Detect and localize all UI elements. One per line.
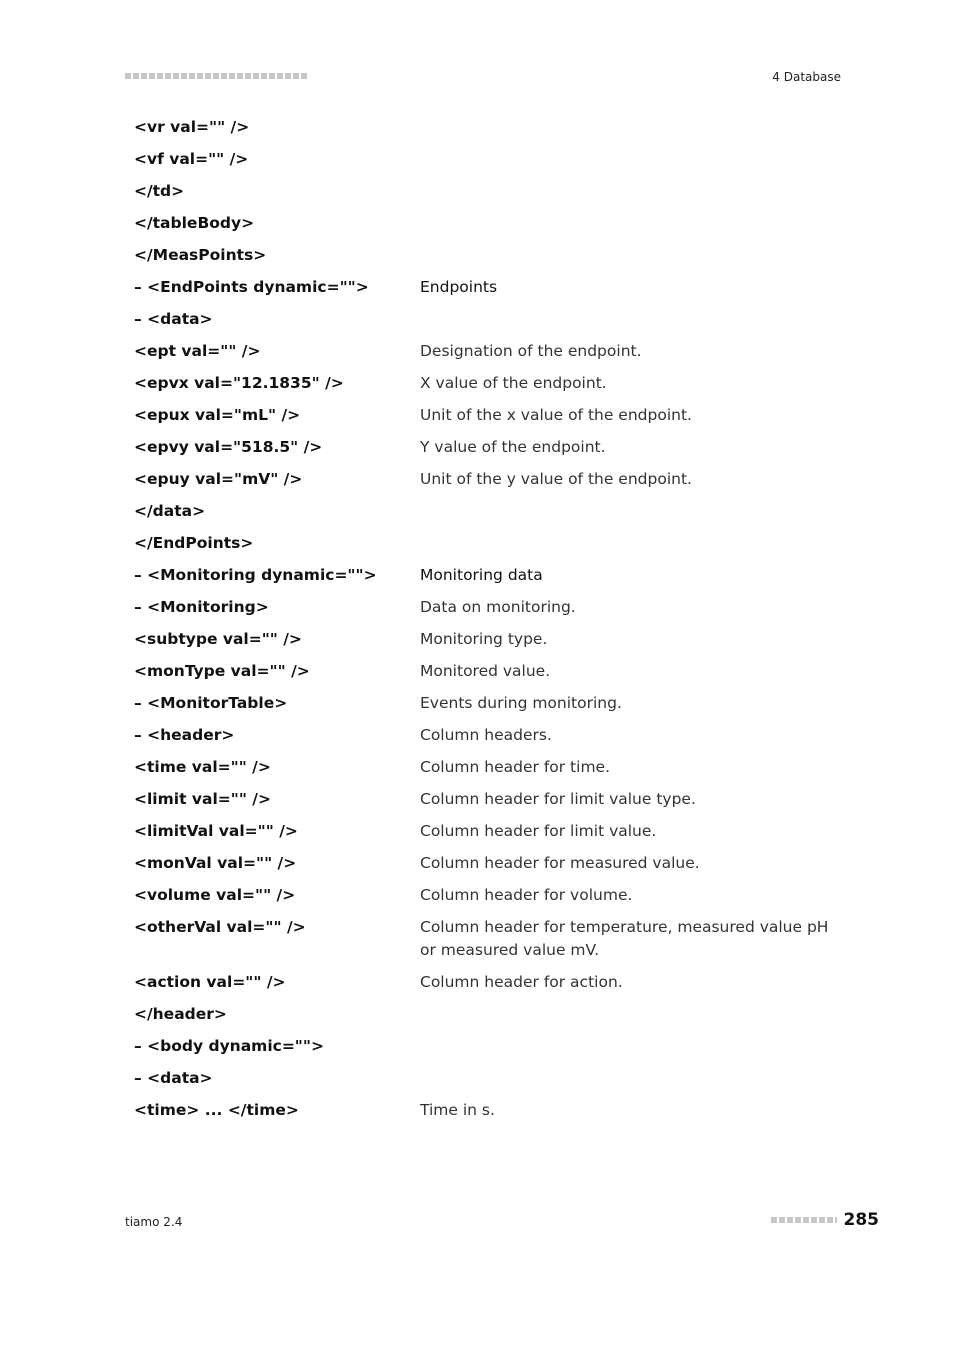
tag-description: Column header for limit value type. (420, 790, 696, 808)
xml-tag: <otherVal val="" /> (134, 918, 306, 936)
table-row (134, 564, 834, 596)
table-row (134, 916, 834, 971)
tag-description: Data on monitoring. (420, 598, 576, 616)
tag-description: Unit of the y value of the endpoint. (420, 470, 692, 488)
table-row (134, 148, 834, 180)
tag-description: Monitoring type. (420, 630, 548, 648)
tag-description: Column header for action. (420, 973, 623, 991)
header-dot-rule (125, 73, 307, 79)
table-row (134, 372, 834, 404)
xml-tag: <vr val="" /> (134, 118, 250, 136)
tag-description: Designation of the endpoint. (420, 342, 642, 360)
xml-tag: <epux val="mL" /> (134, 406, 301, 424)
table-row (134, 500, 834, 532)
table-row (134, 628, 834, 660)
tag-description: Endpoints (420, 278, 498, 296)
xml-tag: <limitVal val="" /> (134, 822, 298, 840)
tag-description: Time in s. (420, 1101, 495, 1119)
tag-description: Column header for measured value. (420, 854, 700, 872)
section-label: 4 Database (772, 70, 841, 84)
tag-description: Column header for temperature, measured value pH or measured value mV. (420, 918, 829, 959)
page-number: 285 (843, 1210, 879, 1230)
table-row (134, 1099, 834, 1131)
xml-tag: </header> (134, 1005, 227, 1023)
table-row (134, 1067, 834, 1099)
table-row (134, 788, 834, 820)
xml-tag: </MeasPoints> (134, 246, 267, 264)
xml-tag: <limit val="" /> (134, 790, 271, 808)
xml-tag: <epvx val="12.1835" /> (134, 374, 344, 392)
table-row (134, 660, 834, 692)
table-row (134, 596, 834, 628)
table-row (134, 852, 834, 884)
table-row (134, 884, 834, 916)
footer-dot-rule (771, 1217, 837, 1223)
xml-tag: – <Monitoring> (134, 598, 269, 616)
xml-tag: <volume val="" /> (134, 886, 296, 904)
table-row (134, 276, 834, 308)
xml-tag: – <body dynamic=""> (134, 1037, 324, 1055)
tag-description: Column header for volume. (420, 886, 633, 904)
page-header (125, 66, 841, 90)
table-row (134, 1035, 834, 1067)
page-footer (125, 1210, 879, 1236)
tag-description: Column header for limit value. (420, 822, 657, 840)
xml-tag: <subtype val="" /> (134, 630, 302, 648)
xml-tag: <time val="" /> (134, 758, 271, 776)
xml-tag: </EndPoints> (134, 534, 254, 552)
table-row (134, 971, 834, 1003)
table-row (134, 724, 834, 756)
table-row (134, 212, 834, 244)
xml-tag: – <header> (134, 726, 235, 744)
table-row (134, 340, 834, 372)
table-row (134, 436, 834, 468)
table-row (134, 756, 834, 788)
xml-tag: <time> ... </time> (134, 1101, 299, 1119)
xml-tag: – <Monitoring dynamic=""> (134, 566, 377, 584)
tag-description: Events during monitoring. (420, 694, 622, 712)
tag-description: Monitored value. (420, 662, 551, 680)
page-number-block (771, 1210, 880, 1230)
tag-description: X value of the endpoint. (420, 374, 607, 392)
table-row (134, 404, 834, 436)
tag-description: Monitoring data (420, 566, 543, 584)
tag-description: Y value of the endpoint. (420, 438, 606, 456)
tag-description: Column headers. (420, 726, 552, 744)
xml-tag: – <EndPoints dynamic=""> (134, 278, 369, 296)
xml-tag: </tableBody> (134, 214, 255, 232)
xml-tag: – <data> (134, 310, 213, 328)
tag-description: Column header for time. (420, 758, 611, 776)
tag-description: Unit of the x value of the endpoint. (420, 406, 692, 424)
table-row (134, 1003, 834, 1035)
xml-tag: </td> (134, 182, 185, 200)
table-row (134, 532, 834, 564)
xml-tag: <ept val="" /> (134, 342, 261, 360)
xml-tag: <epvy val="518.5" /> (134, 438, 323, 456)
table-row (134, 468, 834, 500)
xml-tag: – <MonitorTable> (134, 694, 288, 712)
table-row (134, 180, 834, 212)
xml-tag: <monVal val="" /> (134, 854, 297, 872)
xml-tag: <epuy val="mV" /> (134, 470, 303, 488)
xml-tag: <monType val="" /> (134, 662, 310, 680)
table-row (134, 308, 834, 340)
tag-description-table (134, 116, 834, 1131)
product-name: tiamo 2.4 (125, 1215, 183, 1229)
table-row (134, 244, 834, 276)
xml-tag: </data> (134, 502, 206, 520)
table-row (134, 820, 834, 852)
xml-tag: – <data> (134, 1069, 213, 1087)
xml-tag: <action val="" /> (134, 973, 286, 991)
table-row (134, 116, 834, 148)
table-row (134, 692, 834, 724)
xml-tag: <vf val="" /> (134, 150, 249, 168)
